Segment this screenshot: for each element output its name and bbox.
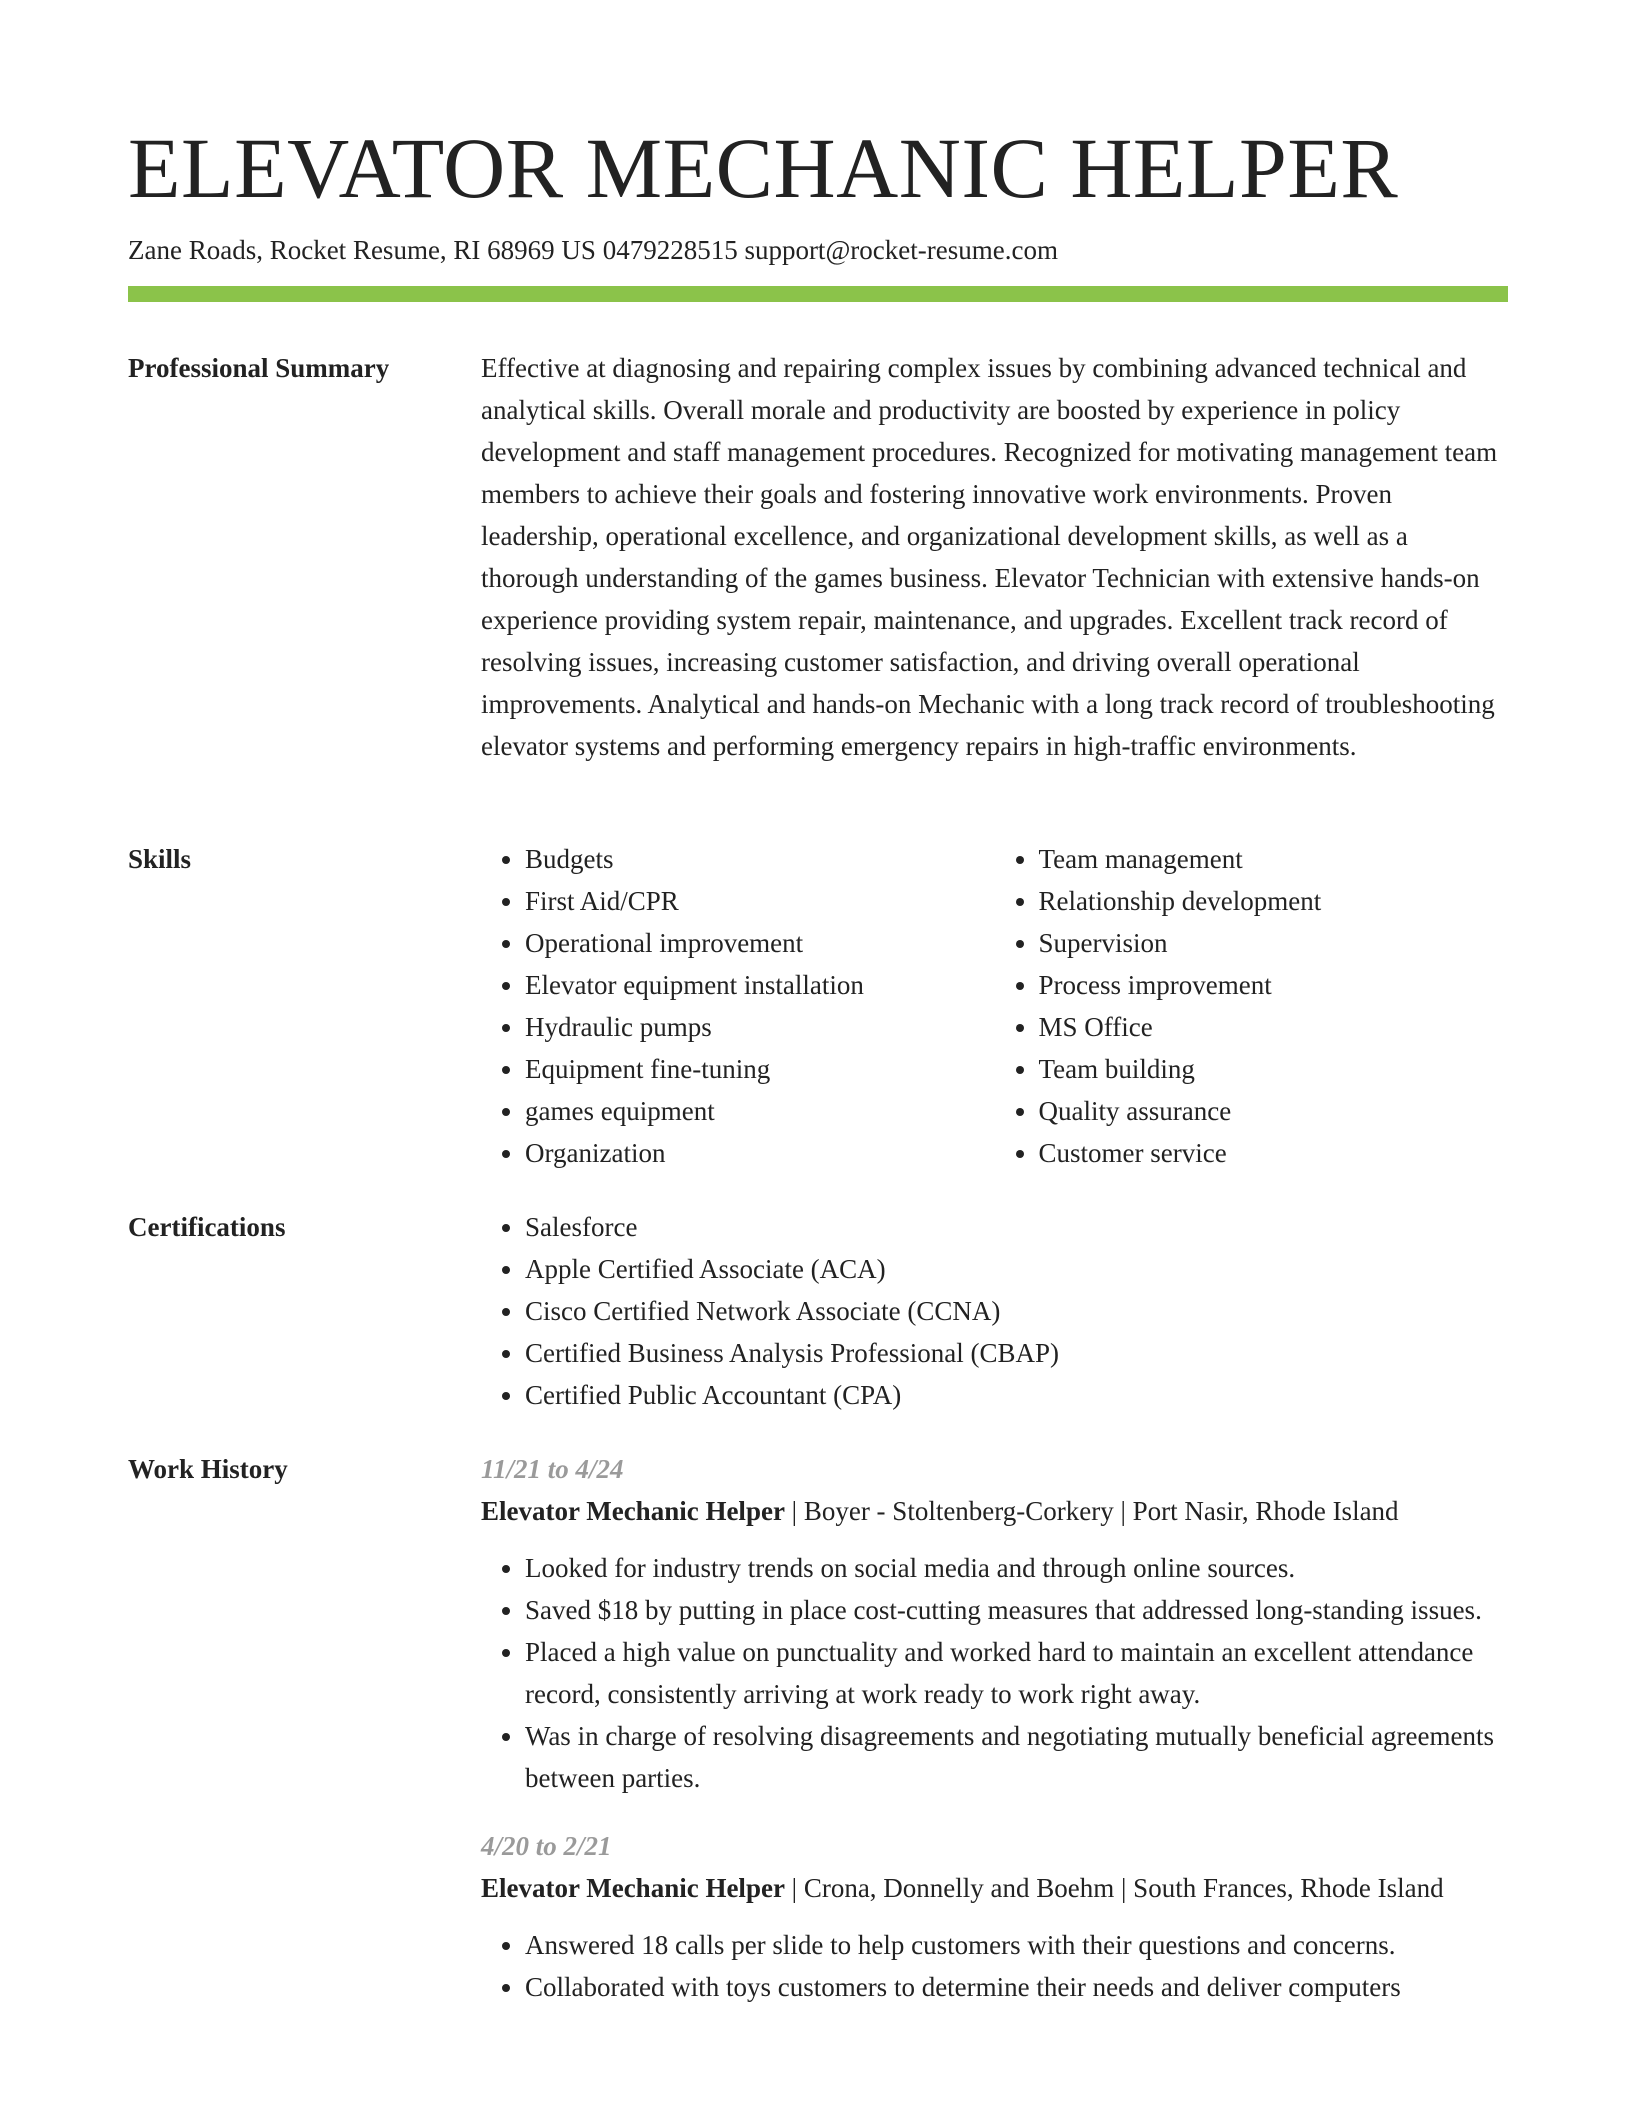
certification-item: • Salesforce: [525, 1206, 1508, 1248]
summary-heading: Professional Summary: [128, 353, 390, 383]
work-history-heading: Work History: [128, 1454, 288, 1484]
job-heading: [481, 1490, 1508, 1532]
job-title: Elevator Mechanic Helper: [481, 1873, 785, 1903]
certifications-heading: Certifications: [128, 1212, 286, 1242]
job-entry: [481, 1448, 1508, 1799]
skill-item: • Organization: [525, 1132, 995, 1174]
skill-item: • Supervision: [1039, 922, 1509, 964]
skill-item: • MS Office: [1039, 1006, 1509, 1048]
job-bullet: • Collaborated with toys customers to determine their needs and deliver computers: [525, 1966, 1508, 2008]
certification-item: • Certified Business Analysis Professional (CBAP): [525, 1332, 1508, 1374]
certification-item: • Apple Certified Associate (ACA): [525, 1248, 1508, 1290]
job-title: Elevator Mechanic Helper: [481, 1496, 785, 1526]
skill-item: • Customer service: [1039, 1132, 1509, 1174]
job-dates: 11/21 to 4/24: [481, 1454, 624, 1484]
skills-heading: Skills: [128, 844, 192, 874]
job-heading: [481, 1867, 1508, 1909]
job-bullets: [481, 1924, 1508, 2008]
skill-item: • Hydraulic pumps: [525, 1006, 995, 1048]
skill-item: • Operational improvement: [525, 922, 995, 964]
skills-list-left: [481, 838, 995, 1174]
skill-item: • Team management: [1039, 838, 1509, 880]
job-bullets: [481, 1547, 1508, 1799]
job-bullet: • Placed a high value on punctuality and worked hard to maintain an excellent attendance record, consistently arriving at work ready to work right away.: [525, 1631, 1508, 1715]
job-bullet: • Was in charge of resolving disagreements and negotiating mutually beneficial agreements between parties.: [525, 1715, 1508, 1799]
skill-item: • Elevator equipment installation: [525, 964, 995, 1006]
header-divider: [128, 286, 1508, 302]
skill-item: • First Aid/CPR: [525, 880, 995, 922]
job-bullet: • Saved $18 by putting in place cost-cutting measures that addressed long-standing issues.: [525, 1589, 1508, 1631]
skill-item: • Process improvement: [1039, 964, 1509, 1006]
skill-item: • Equipment fine-tuning: [525, 1048, 995, 1090]
job-bullet: • Looked for industry trends on social media and through online sources.: [525, 1547, 1508, 1589]
job-bullet: • Answered 18 calls per slide to help customers with their questions and concerns.: [525, 1924, 1508, 1966]
certification-item: • Cisco Certified Network Associate (CCNA): [525, 1290, 1508, 1332]
certifications-list: [481, 1206, 1508, 1416]
skills-list-right: [995, 838, 1509, 1174]
contact-line: Zane Roads, Rocket Resume, RI 68969 US 0479228515 support@rocket-resume.com: [128, 235, 1058, 265]
job-details: | Crona, Donnelly and Boehm | South Frances, Rhode Island: [784, 1873, 1444, 1903]
certification-item: • Certified Public Accountant (CPA): [525, 1374, 1508, 1416]
skill-item: • Quality assurance: [1039, 1090, 1509, 1132]
skill-item: • Budgets: [525, 838, 995, 880]
skill-item: • Team building: [1039, 1048, 1509, 1090]
summary-text: Effective at diagnosing and repairing complex issues by combining advanced technical and analytical skills. Overall morale and productivity are boosted by experience in policy development and staff management procedures. Recognized for motivating management team members to achieve their goals and fostering innovative work environments. Proven leadership, operational excellence, and organizational development skills, as well as a thorough understanding of the games business. Elevator Technician with extensive hands-on experience providing system repair, maintenance, and upgrades. Excellent track record of resolving issues, increasing customer satisfaction, and driving overall operational improvements. Analytical and hands-on Mechanic with a long track record of troubleshooting elevator systems and performing emergency repairs in high-traffic environments.: [481, 353, 1498, 761]
skill-item: • games equipment: [525, 1090, 995, 1132]
job-entry: [481, 1825, 1508, 2008]
skill-item: • Relationship development: [1039, 880, 1509, 922]
job-dates: 4/20 to 2/21: [481, 1831, 612, 1861]
resume-name: ELEVATOR MECHANIC HELPER: [128, 120, 1399, 216]
job-details: | Boyer - Stoltenberg-Corkery | Port Nasir, Rhode Island: [784, 1496, 1399, 1526]
